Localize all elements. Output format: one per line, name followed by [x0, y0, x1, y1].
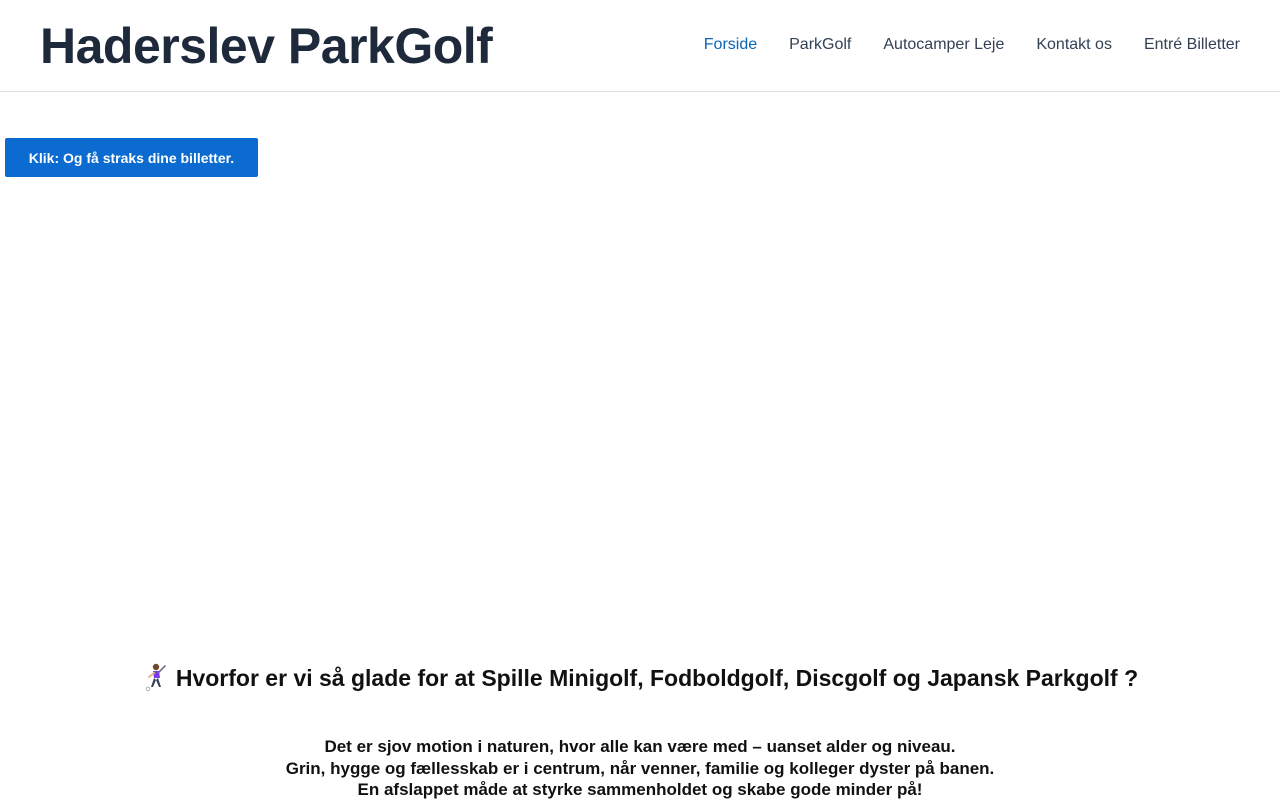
intro-line: En afslappet måde at styrke sammenholdet og skabe gode minder på!: [357, 780, 923, 799]
intro-line: Det er sjov motion i naturen, hvor alle kan være med – uanset alder og niveau.: [324, 737, 956, 756]
nav-item-kontakt-os[interactable]: Kontakt os: [1036, 36, 1112, 53]
intro-headline: [0, 660, 1280, 696]
get-tickets-button[interactable]: Klik: Og få straks dine billetter.: [5, 138, 258, 177]
main-nav: [704, 30, 1240, 60]
intro-headline-text: Hvorfor er vi så glade for at Spille Minigolf, Fodboldgolf, Discgolf og Japansk Parkgolf ?: [175, 665, 1139, 691]
site-title[interactable]: Haderslev ParkGolf: [40, 18, 493, 74]
nav-item-autocamper-leje[interactable]: Autocamper Leje: [883, 36, 1005, 53]
nav-item-parkgolf[interactable]: ParkGolf: [789, 36, 852, 53]
intro-line: Grin, hygge og fællesskab er i centrum, når venner, familie og kolleger dyster på banen.: [285, 758, 995, 778]
nav-item-forside[interactable]: Forside: [703, 36, 758, 53]
golfer-icon: [142, 662, 168, 692]
intro-body: [0, 736, 1280, 801]
site-header: [0, 0, 1280, 92]
nav-item-entre-billetter[interactable]: Entré Billetter: [1143, 36, 1240, 53]
